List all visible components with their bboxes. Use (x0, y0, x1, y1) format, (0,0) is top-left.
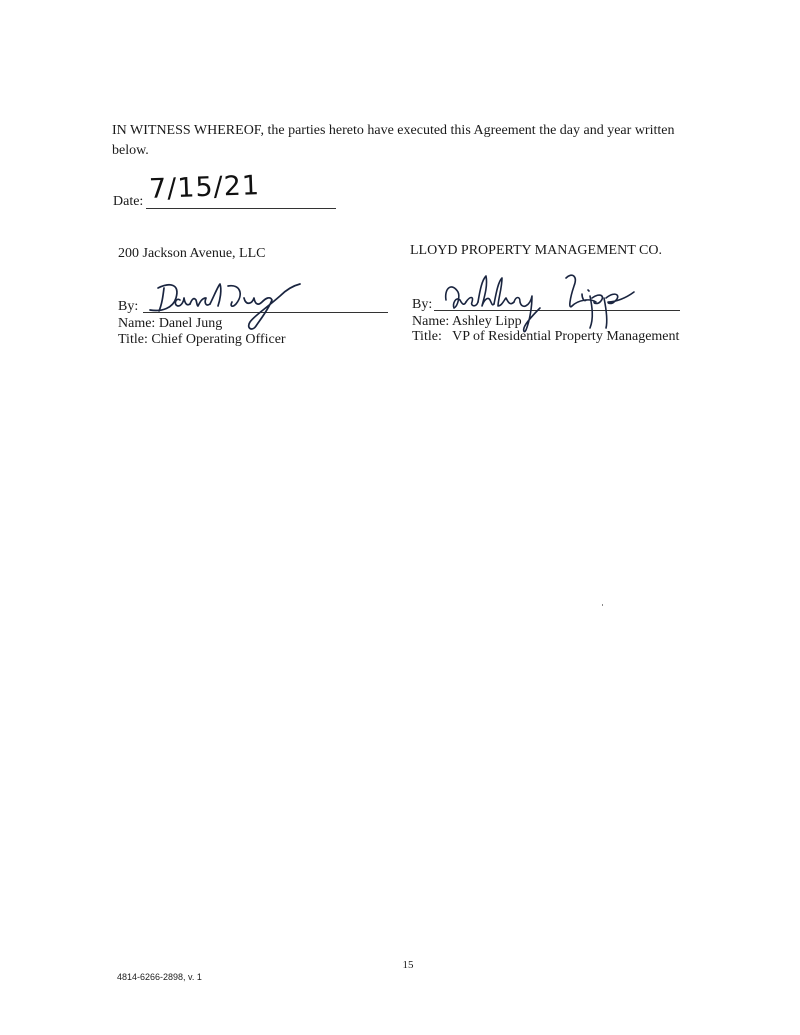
right-by-label: By: (412, 297, 433, 312)
right-signatory-title: Title: VP of Residential Property Management (412, 329, 680, 344)
document-id: 4814-6266-2898, v. 1 (117, 972, 202, 982)
handwritten-date: 7/15/21 (148, 170, 261, 205)
right-signatory-name: Name: Ashley Lipp (412, 314, 522, 329)
date-label: Date: (113, 194, 144, 209)
left-party-name: 200 Jackson Avenue, LLC (118, 246, 266, 261)
left-signatory-title: Title: Chief Operating Officer (118, 332, 286, 347)
witness-clause: IN WITNESS WHEREOF, the parties hereto have executed this Agreement the day and year written below. (112, 123, 675, 158)
right-party-name: LLOYD PROPERTY MANAGEMENT CO. (410, 243, 662, 258)
scan-speck (602, 604, 603, 606)
left-signatory-name: Name: Danel Jung (118, 316, 223, 331)
page-number: 15 (402, 959, 414, 971)
date-signature-line (146, 208, 336, 209)
left-by-label: By: (118, 299, 139, 314)
